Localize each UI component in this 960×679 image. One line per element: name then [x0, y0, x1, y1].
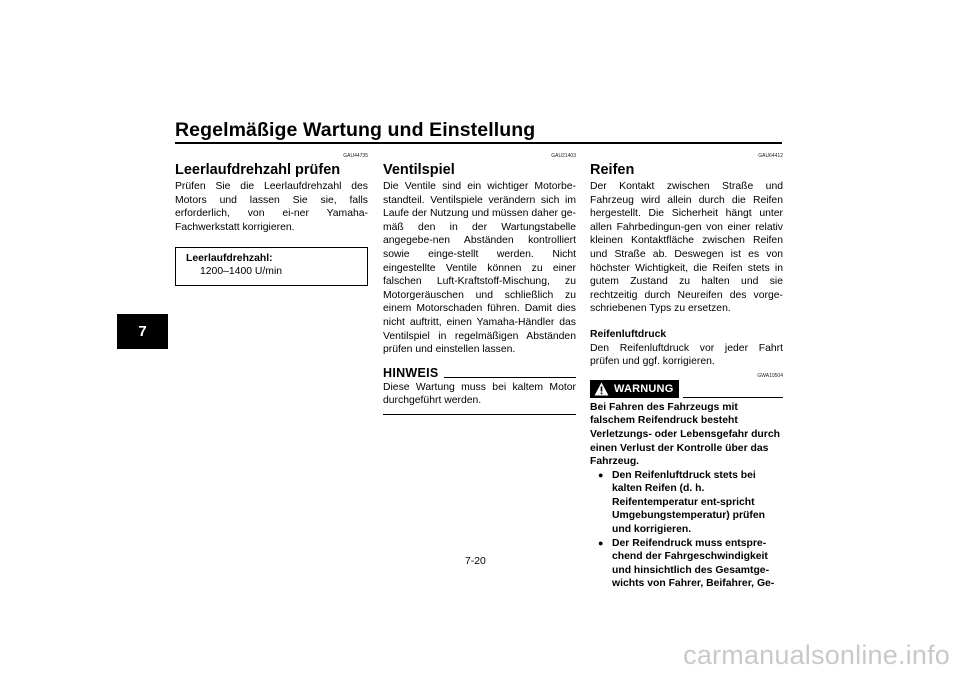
note-end-rule — [383, 414, 576, 415]
section-code: GAU44735 — [343, 153, 368, 159]
warning-rule — [683, 397, 783, 398]
section-valve-clearance — [383, 147, 576, 415]
warning-badge — [590, 380, 679, 398]
spec-label: Leerlaufdrehzahl: — [186, 253, 273, 265]
section-tires — [590, 147, 783, 591]
subsection-body: Den Reifenluftdruck vor jeder Fahrt prüfen und ggf. korrigieren. — [590, 342, 783, 368]
warning-header — [590, 380, 783, 398]
chapter-tab: 7 — [117, 314, 168, 349]
warning-body: Bei Fahren des Fahrzeugs mit falschem Reifendruck besteht Verletzungs- oder Lebensgefahr durch einen Verlust der Kontrolle über das Fahrzeug. — [590, 401, 780, 468]
bullet-icon: ● — [598, 469, 604, 480]
section-idle-speed — [175, 147, 368, 286]
section-heading: Leerlaufdrehzahl prüfen — [175, 162, 341, 178]
warning-triangle-icon — [594, 382, 609, 396]
section-code: GAU21403 — [551, 153, 576, 159]
spec-box — [175, 247, 368, 286]
warning-label: WARNUNG — [614, 382, 674, 395]
note-rule — [444, 377, 576, 378]
warning-list-text: Den Reifenluftdruck stets bei kalten Reifen (d. h. Reifentemperatur ent-spricht Umgebungstemperatur) prüfen und korrigieren. — [612, 469, 765, 536]
note-body: Diese Wartung muss bei kaltem Motor durchgeführt werden. — [383, 381, 576, 407]
warning-list-item — [598, 537, 783, 591]
warning-list — [590, 469, 783, 591]
page-number: 7-20 — [465, 556, 486, 567]
subheading: Reifenluftdruck — [590, 328, 667, 340]
section-code: GAU64412 — [758, 153, 783, 159]
section-heading: Reifen — [590, 162, 635, 178]
header-rule — [175, 142, 782, 144]
spec-value: 1200–1400 U/min — [200, 266, 283, 278]
section-heading: Ventilspiel — [383, 162, 455, 178]
watermark: carmanualsonline.info — [683, 640, 950, 670]
note-header — [383, 365, 576, 381]
warning-list-item — [598, 469, 783, 537]
warning-list-text: Der Reifendruck muss entspre-chend der Fahrgeschwindigkeit und hinsichtlich des Gesamtge-wichts von Fahrer, Beifahrer, Ge- — [612, 537, 775, 590]
warning-code: GWA10504 — [757, 372, 783, 379]
section-body: Prüfen Sie die Leerlaufdrehzahl des Motors und lassen Sie sie, falls erforderlich, von ei-ner Yamaha-Fachwerkstatt korrigieren. — [175, 181, 368, 233]
note-title: HINWEIS — [383, 365, 439, 380]
section-body: Der Kontakt zwischen Straße und Fahrzeug wird allein durch die Reifen hergestellt. Die Sicherheit hängt unter allen Fahrbedingun-gen von einer relativ kleinen Kontaktfläche zwischen Reifen und Straße ab. Deswegen ist es von höchster Wichtigkeit, die Reifen stets in gutem Zustand zu halten und sie rechtzeitig durch Neureifen des vorge-schriebenen Typs zu ersetzen. — [590, 181, 783, 315]
page-header-title: Regelmäßige Wartung und Einstellung — [175, 119, 536, 141]
section-body: Die Ventile sind ein wichtiger Motorbe-standteil. Ventilspiele verändern sich im Laufe der Nutzung und müssen daher ge-mäß den in der Wartungstabelle angegebe-nen Abständen kontrolliert sowie einge-stellt werden. Nicht eingestellte Ventile können zu einer falschen Luft-Kraftstoff-Mischung, zu Motorgeräuschen und schließlich zu einem Motorschaden führen. Damit dies nicht auftritt, einen Yamaha-Händler das Ventilspiel in regelmäßigen Abständen prüfen und einstellen lassen. — [383, 181, 576, 356]
bullet-icon: ● — [598, 537, 604, 548]
